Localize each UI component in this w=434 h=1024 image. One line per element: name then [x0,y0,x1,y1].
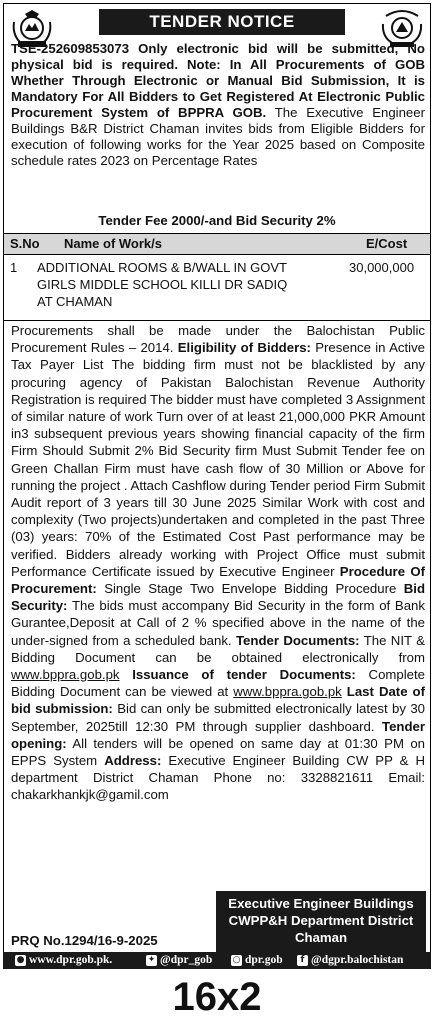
heading-issuance: Issuance of tender Documents: [119,667,356,683]
heading-eligibility: Eligibility of Bidders: [177,340,311,356]
instagram-icon: ○ [232,955,241,965]
footer-web[interactable] [15,952,112,969]
footer-instagram-text: dpr.gob [245,954,283,966]
prq-number: PRQ No.1294/16-9-2025 [11,933,158,948]
text-tender-documents: The NIT & Bidding Document can be obtained electronically from [11,632,425,665]
signature-block [216,891,426,953]
intro-bold-text: TSE-252609853073 Only electronic bid will be submitted, No physical bid is required. Note: In All Procurements of GOB Whether Through Electronic or Manual Bid Submission, It is Mandatory For All Bidders to Get Registered At Electronic Public Procurement System of BPPRA GOB. [11,41,425,120]
table-divider [4,320,430,321]
globe-icon: ● [16,955,25,965]
heading-bid-security: Bid Security: [11,581,425,614]
row-name-line-3: AT CHAMAN [37,294,113,309]
ad-size-label: 16x2 [172,975,262,1019]
heading-last-date: Last Date of bid submission: [11,684,426,717]
text-tender-opening: All tenders will be opened on same day at 01:30 PM on EPPS System [11,735,425,769]
text-bid-security: The bids must accompany Bid Security in the form of Bank Gurantee,Deposit at Call of 2 % specified above in the name of the under-signed from a scheduled bank. [11,598,425,648]
heading-tender-opening: Tender opening: [11,718,425,751]
footer-facebook[interactable] [297,952,403,969]
heading-procedure: Procedure Of Procurement: [11,563,425,597]
twitter-icon: ✦ [147,955,156,965]
notice-title: TENDER NOTICE [99,9,345,35]
tender-notice-page [3,3,431,969]
header-estimated-cost: E/Cost [366,236,408,251]
footer-twitter[interactable] [146,952,212,969]
heading-tender-documents: Tender Documents: [235,632,360,648]
header-sno: S.No [10,236,40,251]
row-sno: 1 [10,260,18,275]
bppra-link-2[interactable]: www.bppra.gob.pk [233,684,342,700]
text-eligibility: Presence in Active Tax Payer List The bidding firm must not be blacklisted by any procuring agency of Pakistan Balochistan Revenue Authority Registration is required The bidder must have completed 3 Assignment of similar nature of work Turn over of at least 21,000,000 PKR Amount in3 subsequent previous years showing financial capacity of the firm Firm Should Submit 2% Bid Security firm Must Submit Tender fee on Green Challan Firm must have cash flow of 30 Million or Above for running the project . Attach Cashflow during Tender period Firm Submit Audit report of 3 years till 30 June 2025 Similar Work with cost and complexity (Two projects)undertaken and completed in the past Three (03) years: 70% of the Estimated Cost Past performance may be verified. Bidders already working with Project Office must submit Performance Certificate issued by Executive Engineer [11,340,426,579]
facebook-icon: f [297,955,308,966]
text-last-date: Bid can only be submitted electronically latest by 30 September, 2025till 12:30 PM through supplier dashboard. [11,701,426,734]
header-name-of-work: Name of Work/s [64,236,163,251]
intro-paragraph [11,41,425,169]
text-procedure: Single Stage Two Envelope Bidding Procedure [96,581,404,597]
text-address: Executive Engineer Building CW PP & H department District Chaman Phone no: 3328821611 Email: chakarkhankjk@gamil.com [11,753,425,803]
table-row [4,259,430,317]
tender-fee-line: Tender Fee 2000/-and Bid Security 2% [98,213,336,228]
signature-line-2: CWPP&H Department District [228,913,414,928]
row-name-line-2: GIRLS MIDDLE SCHOOL KILLI DR SADIQ [37,277,288,292]
intro-normal-text: The Executive Engineer Buildings B&R District Chaman invites bids from Eligible Bidders for execution of following works for the Year 2025 based on Composite schedule rates 2023 on Percentage Rates [11,105,425,168]
text-procurement-rules: Procurements shall be made under the Balochistan Public Procurement Rules – 2014. [11,323,425,356]
footer-web-text: www.dpr.gob.pk. [29,954,113,966]
footer-facebook-text: @dgpr.balochistan [311,954,404,966]
footer-bar [3,952,431,969]
signature-line-1: Executive Engineer Buildings [228,896,414,911]
tender-conditions [11,322,425,804]
bppra-link[interactable]: www.bppra.gob.pk [11,667,120,683]
footer-instagram[interactable] [231,952,283,969]
signature-line-3: Chaman [294,930,348,945]
footer-twitter-text: @dpr_gob [160,954,213,966]
row-name-line-1: ADDITIONAL ROOMS & B/WALL IN GOVT [37,260,287,275]
text-issuance: Complete Bidding Document can be viewed at [11,667,425,700]
row-cost: 30,000,000 [349,260,415,275]
heading-address: Address: [104,753,162,769]
table-header [4,233,430,255]
